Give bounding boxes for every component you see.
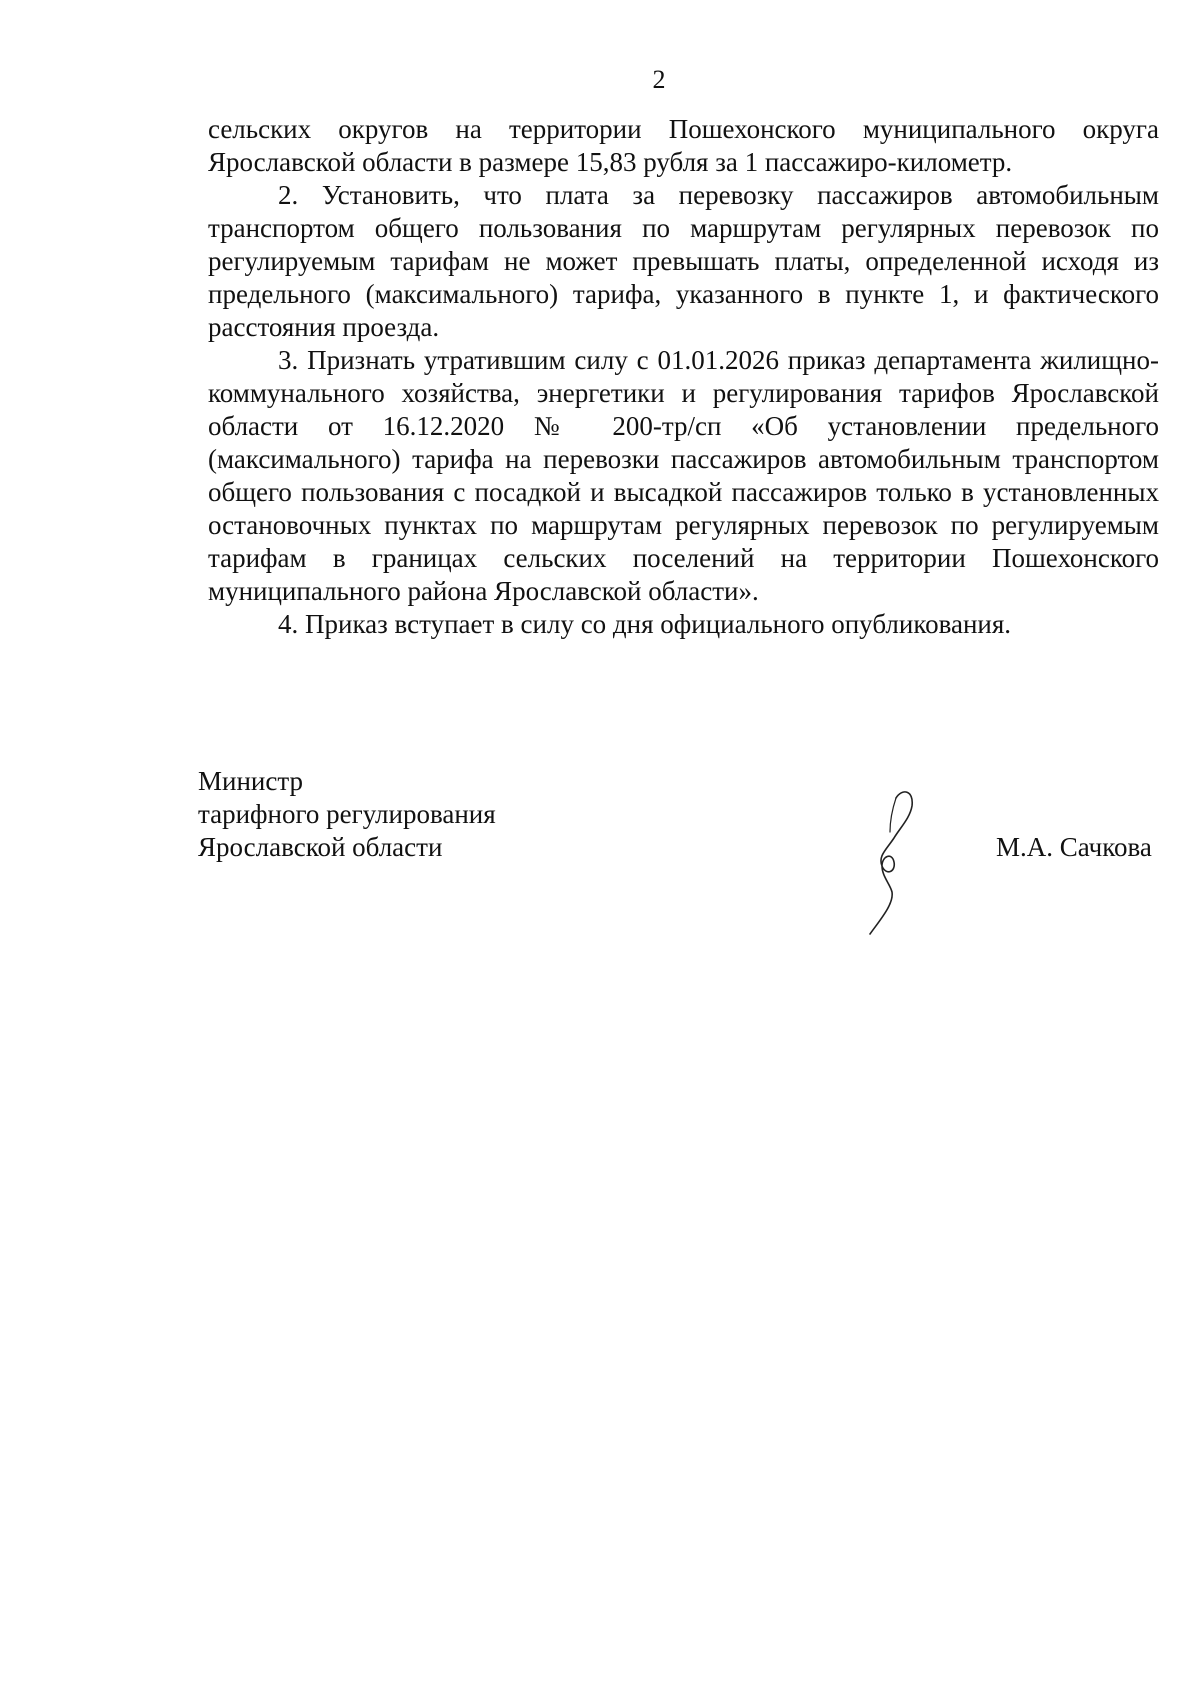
paragraph-item-2: 2. Установить, что плата за перевозку пассажиров автомобильным транспортом общего пользования по маршрутам регулярных перевозок по регулируемым тарифам не может превышать платы, определенной исходя из предельного (максимального) тарифа, указанного в пункте 1, и фактического расстояния проезда. <box>208 180 1159 342</box>
signatory-position <box>198 765 496 864</box>
signer-name: М.А. Сачкова <box>996 832 1152 862</box>
paragraph-item-4: 4. Приказ вступает в силу со дня официального опубликования. <box>278 609 1012 639</box>
signatory-title-line-1: Министр <box>198 766 303 796</box>
handwritten-signature <box>860 788 924 938</box>
page-number: 2 <box>652 65 666 94</box>
paragraph-continuation: сельских округов на территории Пошехонского муниципального округа Ярославской области в размере 15,83 рубля за 1 пассажиро-километр. <box>208 114 1159 177</box>
paragraph-item-3: 3. Признать утратившим силу с 01.01.2026 приказ департамента жилищно-коммунального хозяйства, энергетики и регулирования тарифов Ярославской области от 16.12.2020 № 200-тр/сп «Об установлении предельного (максимального) тарифа на перевозки пассажиров автомобильным транспортом общего пользования с посадкой и высадкой пассажиров только в установленных остановочных пунктах по маршрутам регулярных перевозок по регулируемым тарифам в границах сельских поселений на территории Пошехонского муниципального района Ярославской области». <box>208 345 1159 606</box>
document-body <box>208 113 1159 641</box>
signatory-title-line-2: тарифного регулирования <box>198 799 496 829</box>
signatory-title-line-3: Ярославской области <box>198 832 443 862</box>
